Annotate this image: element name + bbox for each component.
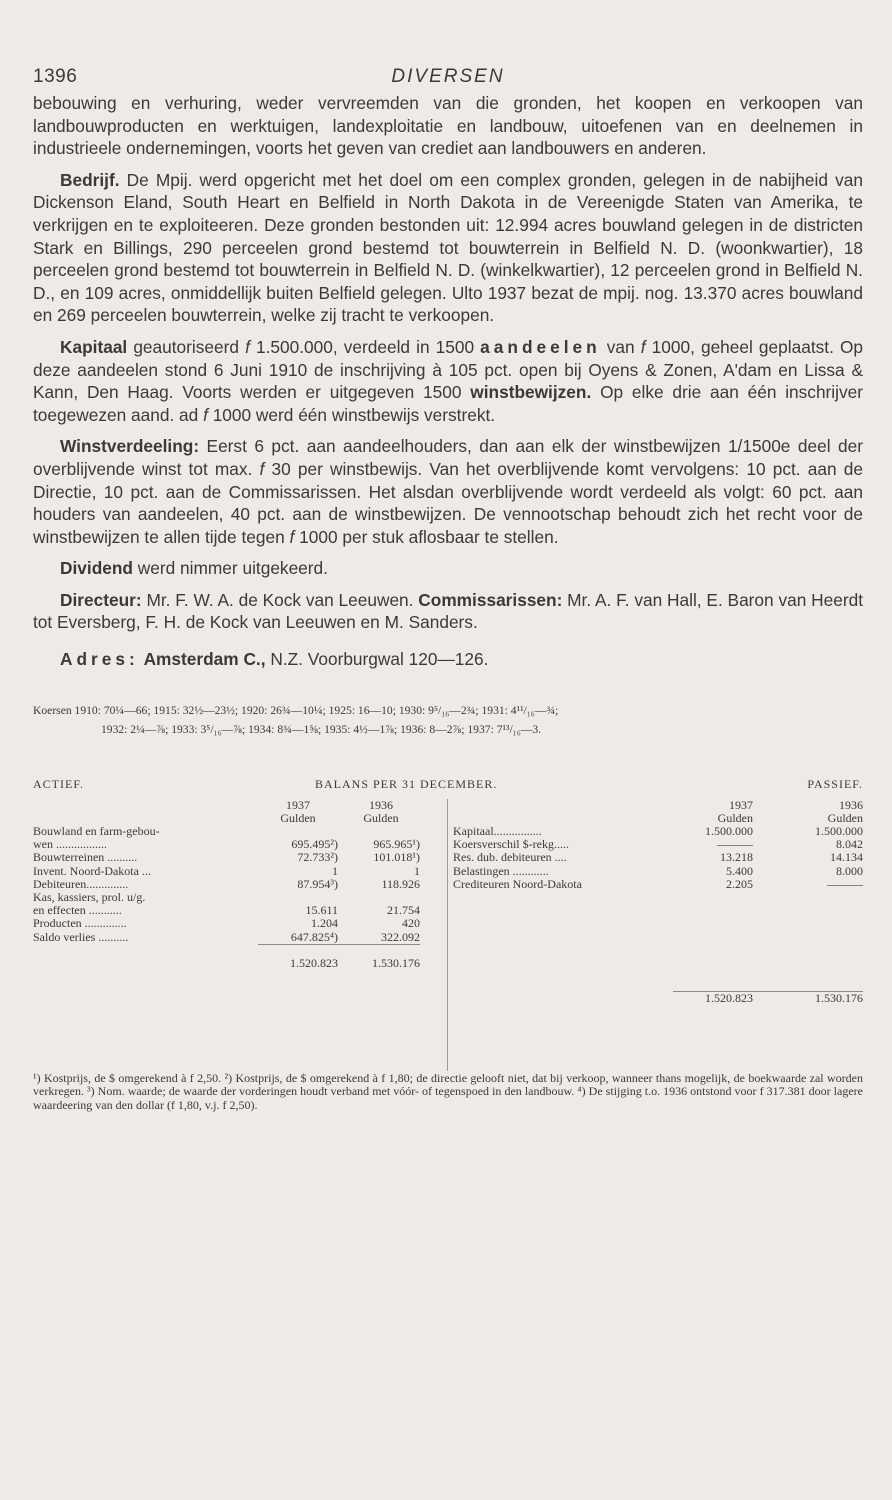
florin-sign: f [259,458,265,479]
passief-spacer [453,891,863,991]
passief-year-row [453,799,863,812]
kapitaal-text-4: 1000, geheel geplaatst. Op deze aandeelen stond 6 Juni 1910 de inschrijving à 105 pct. open bij Oyens & Zonen, A'dam en Lissa & Kann, Den Haag. Voorts werden er uitgegeven 1500 [33,336,863,403]
label-directeur: Directeur: [60,589,142,610]
actief-row-label: Invent. Noord-Dakota ... [33,863,151,878]
year-1936: 1936 [369,797,393,812]
passief-row-label: Res. dub. debiteuren .... [453,850,567,865]
florin-sign: f [203,404,208,425]
actief-total-1936: 1.530.176 [342,944,420,970]
paragraph-kapitaal [33,336,863,426]
actief-row-label: Saldo verlies .......... [33,930,129,945]
actief-value-1937: 15.611 [305,903,338,918]
paragraph-adres [33,648,863,671]
passief-column [453,799,863,1005]
label-kapitaal: Kapitaal [60,336,128,357]
actief-row-label: Producten .............. [33,916,127,931]
passief-total-1937: 1.520.823 [673,991,753,1005]
florin-sign: f [640,336,646,357]
actief-table [33,799,420,970]
passief-row-label: Koersverschil $-rekg..... [453,837,569,852]
bedrijf-text: De Mpij. werd opgericht met het doel om een complex gronden, gelegen in de nabijheid van Dickenson Eland, South Heart en Belfield in North Dakota in de Vereenigde Staten van Amerika, te verkrijgen en te exploiteeren. Deze gronden bestonden uit: 12.994 acres bouwland gelegen in de districten Stark en Billings, 290 perceelen grond bestemd tot bouwterrein in Belfield N. D. (woonkwartier), 18 perceelen grond bestemd tot bouwterrein in Belfield N. D. (winkelkwartier), 12 perceelen grond in Belfield N. D., en 109 acres, onmiddellijk buiten Belfield gelegen. Ulto 1937 bezat de mpij. nog. 13.370 acres bouwland en 269 perceelen bouwterrein, welke zij tracht te verkoopen. [33,169,863,326]
paragraph-bedrijf [33,169,863,327]
kapitaal-text-5: Op elke drie aan één inschrijver toegewezen aand. ad [33,382,863,425]
passief-total-row [453,991,863,1005]
actief-row [33,851,420,864]
actief-row [33,865,420,878]
balance-sheet [33,777,863,1064]
passief-value-1937: 5.400 [726,863,753,878]
florin-sign: f [245,336,250,357]
passief-row-label: Belastingen ............ [453,863,549,878]
passief-table [453,799,863,1005]
actief-value-1937: 1 [332,863,338,878]
actief-column [33,799,423,970]
adres-text: N.Z. Voorburgwal 120—126. [265,649,489,670]
passief-value-1936: ——— [827,876,863,891]
unit-label: Gulden [363,810,399,825]
aandeelen-emphasis: aandeelen [480,336,601,357]
winst-text-1: Eerst 6 pct. aan aandeelhouders, dan aan elk der winstbewijzen 1/1500e deel der overblijvende winst tot max. [33,436,863,479]
label-winstbewijzen: winstbewijzen. [470,382,592,403]
passief-row [453,878,863,891]
actief-value-1936: 101.018¹) [373,850,420,865]
directeur-text: Mr. F. W. A. de Kock van Leeuwen. [141,589,419,610]
passief-row [453,851,863,864]
label-commissarissen: Commissarissen: [418,589,563,610]
kapitaal-text-1: geautoriseerd [127,336,246,357]
document-page [33,62,863,1112]
passief-value-1937: 2.205 [726,876,753,891]
winst-text-2: 30 per winstbewijs. Van het overblijvende komt vervolgens: 10 pct. aan de Directie, 10 pct. aan de Commissarissen. Het alsdan overblijvende wordt verdeeld als volgt: 60 pct. aan houders van aandeelen, 40 pct. aan de winstbewijzen. De vennootschap behoudt zich het recht voor de winstbewijzen te allen tijde tegen [33,458,863,547]
balance-columns [33,799,863,1064]
unit-label: Gulden [280,810,316,825]
column-divider [447,799,448,1071]
actief-row-label: en effecten ........... [33,903,122,918]
unit-label: Gulden [717,810,753,825]
label-dividend: Dividend [60,558,133,579]
actief-value-1936: 322.092 [381,929,420,944]
paragraph-objects: bebouwing en verhuring, weder vervreemden van die gronden, het koopen en verkoopen van landbouwproducten en werktuigen, landexploitatie en landbouw, uitoefenen van en deelnemen in industrieele ondernemingen, voorts het geven van crediet aan landbouwers en anderen. [33,93,863,159]
body-text [33,92,863,671]
actief-value-1936: 420 [402,916,420,931]
passief-row-label: Kapitaal................ [453,824,542,839]
actief-row [33,917,420,930]
page-header [33,62,863,92]
actief-value-1936: 21.754 [387,903,420,918]
passief-value-1937: ——— [717,837,753,852]
page-number: 1396 [33,66,78,87]
paragraph-winstverdeeling [33,435,863,548]
koersen-line-1: Koersen 1910: 70¼—66; 1915: 32½—23½; 1920: 26¾—10¼; 1925: 16—10; 1930: 9⁵/₁₆—2¾; 1931: 4¹¹/₁₆—¾; [33,703,559,717]
koersen-block [33,701,863,739]
kapitaal-text-2: 1.500.000, verdeeld in 1500 [249,336,481,357]
kapitaal-text-6: 1000 werd één winstbewijs verstrekt. [207,404,496,425]
winst-text-3: 1000 per stuk aflosbaar te stellen. [294,526,559,547]
commissarissen-text: Mr. A. F. van Hall, E. Baron van Heerdt tot Eversberg, F. H. de Kock van Leeuwen en M. Sanders. [33,589,863,633]
passief-row-label: Crediteuren Noord-Dakota [453,876,582,891]
actief-value-1937: 695.495²) [291,837,338,852]
actief-row-label: Kas, kassiers, prol. u/g. [33,890,146,905]
actief-value-1937: 72.733²) [297,850,338,865]
running-title: DIVERSEN [391,66,505,87]
actief-year-row [33,799,420,812]
unit-label: Gulden [827,810,863,825]
paragraph-directie [33,589,863,634]
label-bedrijf: Bedrijf. [60,169,120,190]
label-adres: Adres: [60,649,139,670]
footnotes: ¹) Kostprijs, de $ omgerekend à f 2,50. ²) Kostprijs, de $ omgerekend à f 1,80; de directie gelooft niet, dat bij verkoop, wanneer thans mogelijk, de boekwaarde zal worden verkregen. ³) Nom. waarde; de waarde der vorderingen houdt verband met vóór- of tegenspoed in den landbouw. ⁴) De stijging t.o. 1936 ontstond voor f 317.381 door lagere waardeering van den dollar (f 1,80, v.j. f 2,50). [33,1070,863,1112]
balance-title: BALANS PER 31 DECEMBER. [315,776,498,791]
passief-value-1936: 14.134 [830,850,863,865]
actief-label: ACTIEF. [33,776,85,791]
passief-value-1937: 1.500.000 [705,824,753,839]
balance-header [33,777,863,799]
koersen-line-2: 1932: 2¼—⅞; 1933: 3⁵/₁₆—⅞; 1934: 8¾—1⅝; 1935: 4½—1⅞; 1936: 8—2⅞; 1937: 7¹³/₁₆—3. [101,722,542,736]
year-1937: 1937 [286,797,310,812]
actief-total-row [33,944,420,970]
passief-value-1937: 13.218 [720,850,753,865]
label-winstverdeeling: Winstverdeeling: [60,436,200,457]
paragraph-dividend [33,557,863,580]
actief-row-label: wen ................. [33,837,107,852]
actief-value-1936: 118.926 [381,876,420,891]
actief-value-1937: 87.954³) [297,876,338,891]
adres-city: Amsterdam C., [143,649,266,670]
passief-value-1936: 8.000 [836,863,863,878]
passief-row [453,865,863,878]
dividend-text: werd nimmer uitgekeerd. [132,558,328,579]
actief-row [33,931,420,945]
year-1937: 1937 [729,797,753,812]
passief-total-1936: 1.530.176 [753,991,863,1005]
passief-value-1936: 1.500.000 [815,824,863,839]
actief-value-1936: 1 [414,863,420,878]
actief-value-1937: 1.204 [311,916,338,931]
passief-label: PASSIEF. [807,776,863,791]
florin-sign: f [289,526,295,547]
year-1936: 1936 [839,797,863,812]
actief-value-1937: 647.825⁴) [290,929,338,944]
actief-row-label: Debiteuren.............. [33,876,129,891]
actief-total-1937: 1.520.823 [258,944,342,970]
passief-value-1936: 8.042 [836,837,863,852]
actief-row-label: Bouwland en farm-gebou- [33,824,160,839]
actief-value-1936: 965.965¹) [373,837,420,852]
actief-row-label: Bouwterreinen .......... [33,850,138,865]
kapitaal-text-3: van [600,336,641,357]
